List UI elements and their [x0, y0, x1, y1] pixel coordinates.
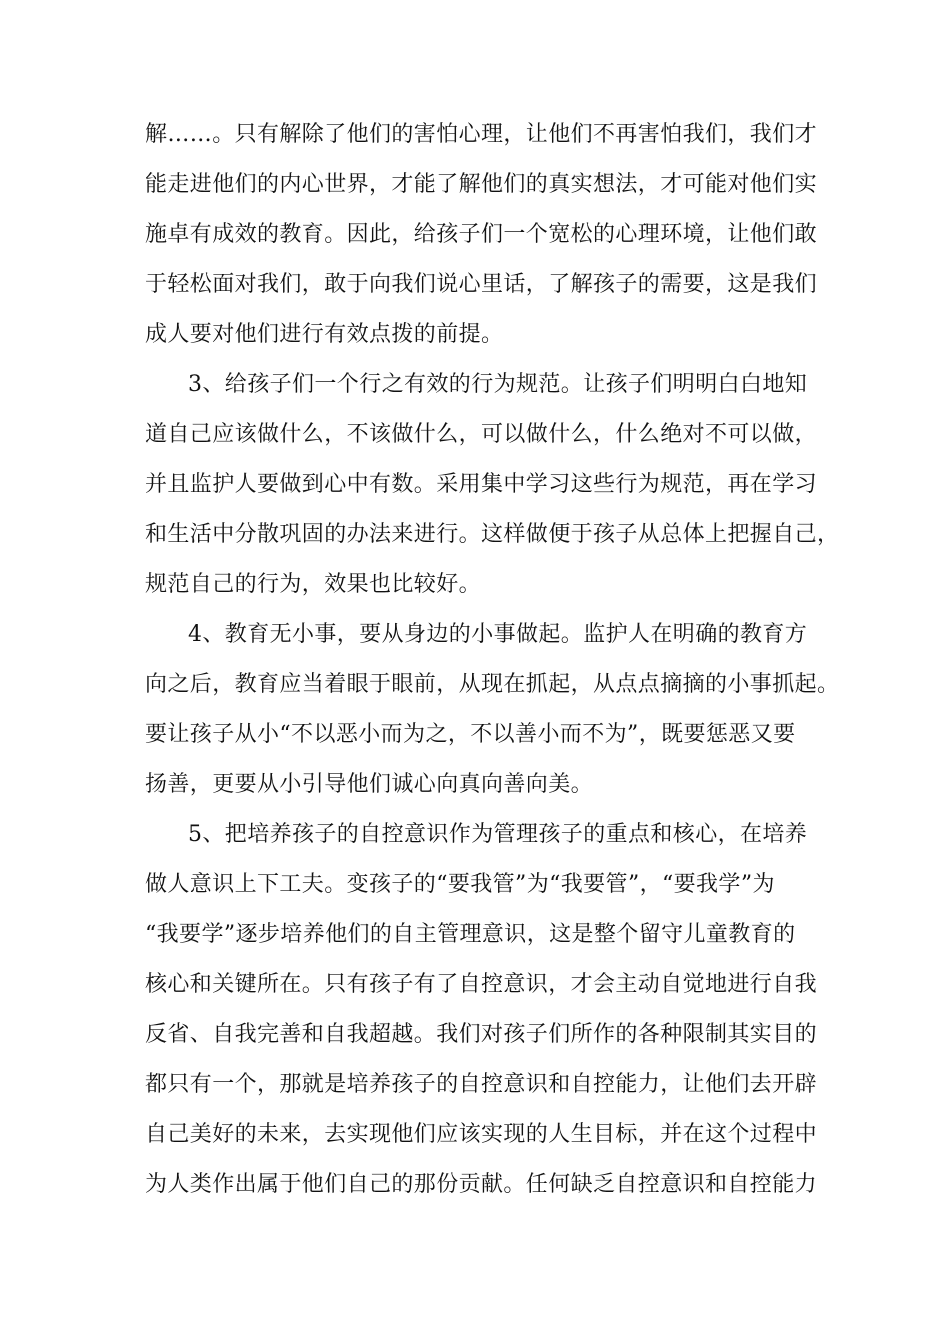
text-line: 解……。只有解除了他们的害怕心理，让他们不再害怕我们，我们才	[145, 122, 818, 147]
paragraph-3-first-line: 3、给孩子们一个行之有效的行为规范。让孩子们明明白白地知	[188, 372, 808, 397]
text-line: 能走进他们的内心世界，才能了解他们的真实想法，才可能对他们实	[145, 172, 818, 197]
text-line: 向之后，教育应当着眼于眼前，从现在抓起，从点点摘摘的小事抓起。	[145, 672, 840, 697]
paragraph-5-first-line: 5、把培养孩子的自控意识作为管理孩子的重点和核心，在培养	[188, 822, 808, 847]
text-line: 并且监护人要做到心中有数。采用集中学习这些行为规范，再在学习	[145, 472, 818, 497]
text-line: 反省、自我完善和自我超越。我们对孩子们所作的各种限制其实目的	[145, 1022, 818, 1047]
text-line: 施卓有成效的教育。因此，给孩子们一个宽松的心理环境，让他们敢	[145, 222, 818, 247]
text-line: 扬善，更要从小引导他们诚心向真向善向美。	[145, 772, 594, 797]
text-line: 核心和关键所在。只有孩子有了自控意识，才会主动自觉地进行自我	[145, 972, 818, 997]
text-line: “我要学”逐步培养他们的自主管理意识，这是整个留守儿童教育的	[145, 922, 796, 947]
text-line: 自己美好的未来，去实现他们应该实现的人生目标，并在这个过程中	[145, 1122, 818, 1147]
paragraph-4-first-line: 4、教育无小事，要从身边的小事做起。监护人在明确的教育方	[188, 622, 808, 647]
text-line: 于轻松面对我们，敢于向我们说心里话，了解孩子的需要，这是我们	[145, 272, 818, 297]
text-line: 要让孩子从小“不以恶小而为之，不以善小而不为”，既要惩恶又要	[145, 722, 796, 747]
text-line: 规范自己的行为，效果也比较好。	[145, 572, 482, 597]
text-line: 和生活中分散巩固的办法来进行。这样做便于孩子从总体上把握自己，	[145, 522, 840, 547]
text-line: 做人意识上下工夫。变孩子的“要我管”为“我要管”，“要我学”为	[145, 872, 775, 897]
text-line: 道自己应该做什么，不该做什么，可以做什么，什么绝对不可以做，	[145, 422, 818, 447]
text-line: 成人要对他们进行有效点拨的前提。	[145, 322, 504, 347]
text-line: 为人类作出属于他们自己的那份贡献。任何缺乏自控意识和自控能力	[145, 1172, 818, 1197]
text-line: 都只有一个，那就是培养孩子的自控意识和自控能力，让他们去开辟	[145, 1072, 818, 1097]
